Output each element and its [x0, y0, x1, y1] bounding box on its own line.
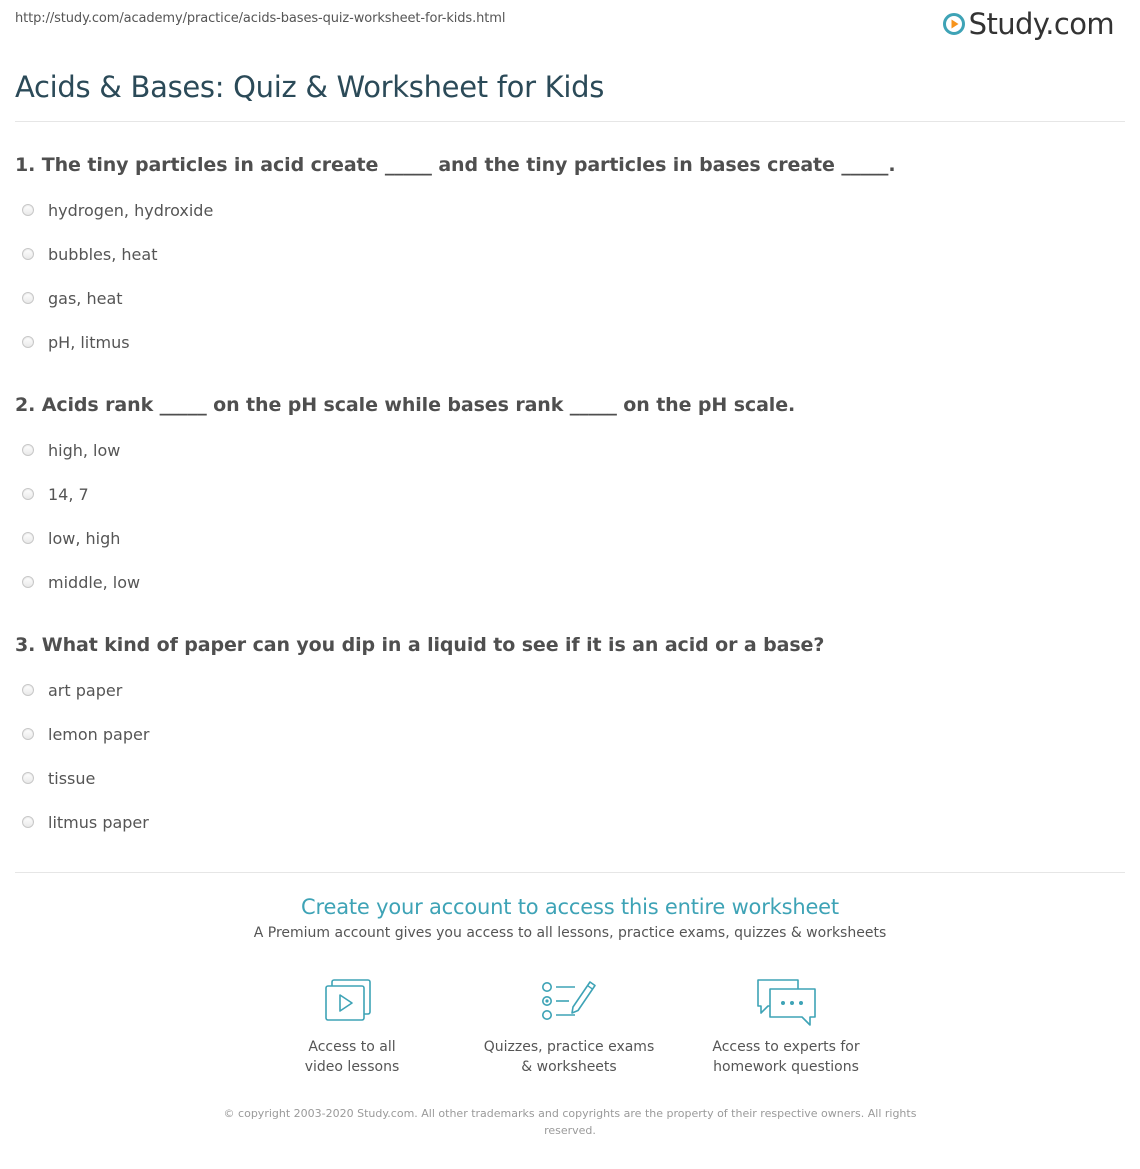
radio-button[interactable]: [22, 532, 34, 544]
option-label: 14, 7: [48, 484, 89, 504]
play-logo-icon: [943, 13, 965, 35]
option-label: tissue: [48, 768, 96, 788]
question-1: 1. The tiny particles in acid create _____ and the tiny particles in bases create _____.: [15, 154, 896, 176]
answer-option[interactable]: [22, 199, 213, 221]
feature-label-line: & worksheets: [521, 1059, 617, 1075]
option-label: litmus paper: [48, 812, 149, 832]
radio-button[interactable]: [22, 248, 34, 260]
answer-option[interactable]: [22, 767, 95, 789]
video-lessons-icon: [322, 977, 382, 1027]
answer-option[interactable]: [22, 243, 157, 265]
feature-quizzes: [469, 977, 669, 1077]
section-divider: [15, 872, 1125, 873]
feature-label-line: Access to all: [308, 1039, 396, 1055]
radio-button[interactable]: [22, 684, 34, 696]
study-logo[interactable]: [943, 7, 1114, 41]
page-title: Acids & Bases: Quiz & Worksheet for Kids: [15, 70, 605, 104]
option-label: middle, low: [48, 572, 141, 592]
radio-button[interactable]: [22, 444, 34, 456]
feature-video-lessons: [252, 977, 452, 1077]
answer-option[interactable]: [22, 527, 120, 549]
option-label: lemon paper: [48, 724, 150, 744]
option-label: pH, litmus: [48, 332, 130, 352]
answer-option[interactable]: [22, 483, 89, 505]
option-label: hydrogen, hydroxide: [48, 200, 214, 220]
feature-label-line: video lessons: [304, 1059, 400, 1075]
radio-button[interactable]: [22, 816, 34, 828]
answer-option[interactable]: [22, 571, 140, 593]
question-2: 2. Acids rank _____ on the pH scale while bases rank _____ on the pH scale.: [15, 394, 796, 416]
feature-label-line: homework questions: [713, 1059, 859, 1075]
logo-text: Study.com: [968, 7, 1114, 41]
option-label: art paper: [48, 680, 123, 700]
radio-button[interactable]: [22, 336, 34, 348]
radio-button[interactable]: [22, 488, 34, 500]
cta-title-link[interactable]: Create your account to access this entire worksheet: [301, 895, 839, 919]
option-label: bubbles, heat: [48, 244, 158, 264]
answer-option[interactable]: [22, 811, 149, 833]
option-label: gas, heat: [48, 288, 123, 308]
title-divider: [15, 121, 1125, 122]
copyright-line: © copyright 2003-2020 Study.com. All other trademarks and copyrights are the property of their respective owners. All rights: [223, 1107, 917, 1120]
option-label: high, low: [48, 440, 121, 460]
page-url: http://study.com/academy/practice/acids-bases-quiz-worksheet-for-kids.html: [15, 11, 506, 26]
answer-option[interactable]: [22, 679, 122, 701]
radio-button[interactable]: [22, 292, 34, 304]
answer-option[interactable]: [22, 439, 120, 461]
answer-option[interactable]: [22, 287, 123, 309]
feature-label-line: Access to experts for: [712, 1039, 860, 1055]
answer-option[interactable]: [22, 331, 130, 353]
radio-button[interactable]: [22, 204, 34, 216]
radio-button[interactable]: [22, 772, 34, 784]
copyright-notice: [215, 1105, 925, 1139]
copyright-line: reserved.: [544, 1124, 596, 1137]
answer-option[interactable]: [22, 723, 149, 745]
feature-label-line: Quizzes, practice exams: [483, 1039, 655, 1055]
feature-experts: [686, 977, 886, 1077]
option-label: low, high: [48, 528, 121, 548]
cta-subtitle: A Premium account gives you access to all lessons, practice exams, quizzes & worksheets: [253, 925, 887, 941]
question-3: 3. What kind of paper can you dip in a liquid to see if it is an acid or a base?: [15, 634, 825, 656]
quiz-checklist-icon: [539, 977, 599, 1027]
chat-bubbles-icon: [754, 977, 818, 1027]
radio-button[interactable]: [22, 576, 34, 588]
radio-button[interactable]: [22, 728, 34, 740]
